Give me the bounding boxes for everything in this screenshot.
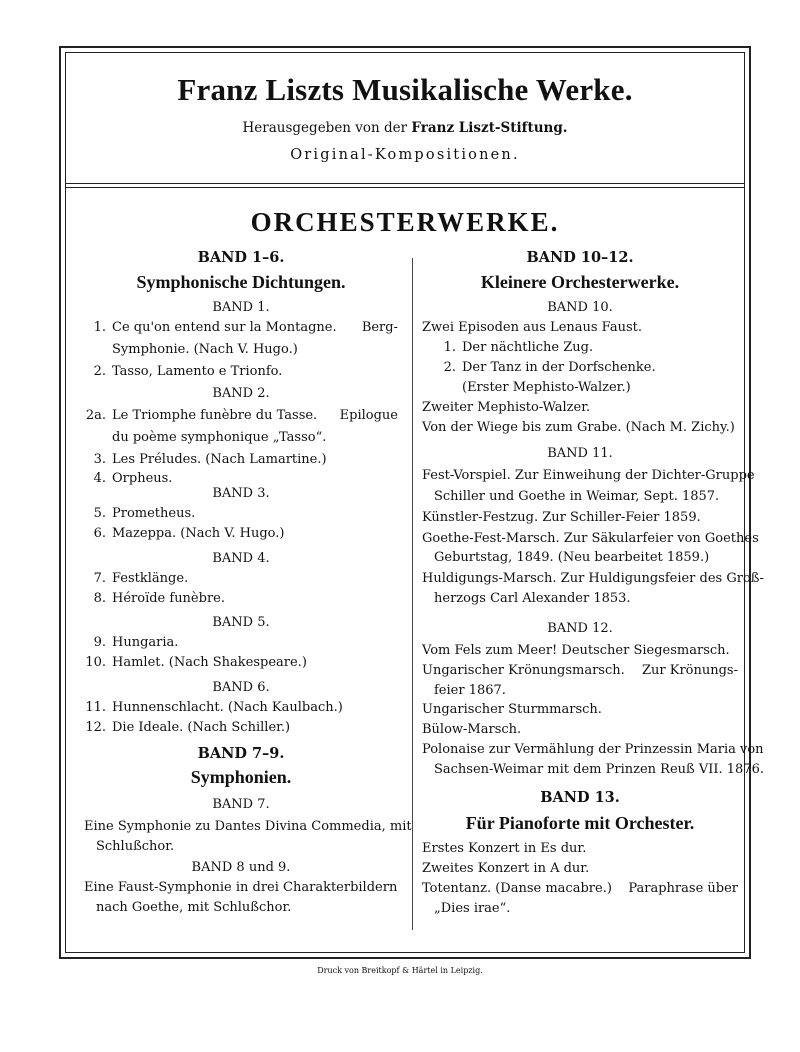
band-heading: BAND 1. [212, 300, 270, 315]
printer-imprint: Druck von Breitkopf & Härtel in Leipzig. [317, 966, 483, 975]
publisher-prefix: Herausgegeben von der [242, 120, 408, 136]
item-continuation: Symphonie. (Nach V. Hugo.) [112, 342, 298, 357]
item-number: 3. [93, 452, 106, 467]
item-number: 1. [443, 340, 456, 355]
list-item [422, 359, 738, 377]
item-number: 2. [93, 364, 106, 379]
item-continuation: du poème symphonique „Tasso“. [112, 430, 327, 445]
item-continuation: nach Goethe, mit Schlußchor. [96, 900, 292, 915]
list-item: Goethe-Fest-Marsch. Zur Säkularfeier von Goethes [422, 531, 759, 546]
item-text: Der Tanz in der Dorfschenke. [462, 360, 656, 375]
list-item [84, 363, 398, 381]
group-title: Für Pianoforte mit Orchester. [465, 813, 695, 833]
list-item [84, 525, 398, 543]
list-item [422, 339, 738, 357]
item-number: 8. [93, 591, 106, 606]
publisher-line [65, 120, 745, 136]
list-item [422, 662, 738, 680]
item-number: 9. [93, 635, 106, 650]
group-title: Symphonische Dichtungen. [136, 272, 346, 292]
item-continuation: Sachsen-Weimar mit dem Prinzen Reuß VII. 1876. [434, 762, 764, 777]
group-title: Kleinere Orchesterwerke. [480, 272, 680, 292]
item-text: Tasso, Lamento e Trionfo. [112, 364, 283, 379]
item-number: 4. [93, 471, 106, 486]
item-text: Hunnenschlacht. (Nach Kaulbach.) [112, 700, 343, 715]
band-heading: BAND 4. [212, 551, 270, 566]
list-item: Eine Faust-Symphonie in drei Charakterbildern [84, 880, 398, 895]
list-item: Zweiter Mephisto-Walzer. [422, 400, 591, 415]
list-item [84, 654, 398, 672]
list-item [84, 719, 398, 737]
divider-top-2 [65, 187, 745, 188]
item-number: 12. [85, 720, 106, 735]
item-continuation: (Erster Mephisto-Walzer.) [462, 380, 631, 395]
list-item [422, 880, 738, 898]
collection-subtitle: Original-Kompositionen. [290, 147, 520, 163]
publisher-name: Franz Liszt-Stiftung. [411, 120, 568, 136]
list-item [84, 634, 398, 652]
section-title: ORCHESTERWERKE. [250, 207, 560, 237]
list-item: Huldigungs-Marsch. Zur Huldigungsfeier des Groß- [422, 571, 764, 586]
list-item [84, 319, 398, 337]
item-number: 7. [93, 571, 106, 586]
item-continuation: herzogs Carl Alexander 1853. [434, 591, 631, 606]
item-text: Paraphrase über [628, 881, 738, 896]
item-text: Prometheus. [112, 506, 196, 521]
list-item [84, 699, 398, 717]
item-number: 11. [85, 700, 106, 715]
list-item: Eine Symphonie zu Dantes Divina Commedia, mit [84, 819, 412, 834]
item-number: 2a. [85, 408, 106, 423]
group-heading: BAND 7–9. [197, 745, 285, 762]
list-item [84, 505, 398, 523]
item-text: Héroïde funèbre. [112, 591, 225, 606]
item-text: Orpheus. [112, 471, 173, 486]
page-title: Franz Liszts Musikalische Werke. [177, 72, 633, 107]
group-heading: BAND 1–6. [197, 249, 285, 266]
item-text: Mazeppa. (Nach V. Hugo.) [112, 526, 285, 541]
list-item: Fest-Vorspiel. Zur Einweihung der Dichter-Gruppe [422, 468, 755, 483]
item-continuation: Geburtstag, 1849. (Neu bearbeitet 1859.) [434, 550, 710, 565]
item-number: 2. [443, 360, 456, 375]
band-heading: BAND 8 und 9. [191, 860, 291, 875]
item-continuation: feier 1867. [434, 683, 506, 698]
group-heading: BAND 10–12. [526, 249, 634, 266]
item-continuation: Schlußchor. [96, 839, 175, 854]
item-text: Les Préludes. (Nach Lamartine.) [112, 452, 327, 467]
list-item: Erstes Konzert in Es dur. [422, 841, 587, 856]
list-item: Von der Wiege bis zum Grabe. (Nach M. Zichy.) [422, 420, 735, 435]
band-heading: BAND 12. [547, 621, 613, 636]
band-heading: BAND 3. [212, 486, 270, 501]
item-text: Ce qu'on entend sur la Montagne. [112, 320, 337, 335]
item-text: Hamlet. (Nach Shakespeare.) [112, 655, 307, 670]
item-text: Die Ideale. (Nach Schiller.) [112, 720, 291, 735]
item-number: 10. [85, 655, 106, 670]
item-number: 5. [93, 506, 106, 521]
list-item [84, 590, 398, 608]
item-text: Hungaria. [112, 635, 179, 650]
list-item: Vom Fels zum Meer! Deutscher Siegesmarsch. [422, 643, 730, 658]
list-item: Bülow-Marsch. [422, 722, 522, 737]
band-heading: BAND 7. [212, 797, 270, 812]
item-text: Der nächtliche Zug. [462, 340, 594, 355]
item-text: Festklänge. [112, 571, 189, 586]
list-item: Zweites Konzert in A dur. [422, 861, 590, 876]
list-item [84, 570, 398, 588]
column-divider [412, 258, 413, 930]
item-number: 1. [93, 320, 106, 335]
group-title: Symphonien. [190, 767, 292, 787]
list-item: Zwei Episoden aus Lenaus Faust. [422, 320, 642, 335]
list-item [84, 451, 398, 469]
band-heading: BAND 6. [212, 680, 270, 695]
list-item: Polonaise zur Vermählung der Prinzessin Maria von [422, 742, 764, 757]
list-item: Künstler-Festzug. Zur Schiller-Feier 1859. [422, 510, 701, 525]
item-text: Zur Krönungs- [641, 663, 738, 678]
divider-top [65, 183, 745, 184]
item-text: Ungarischer Krönungsmarsch. [422, 663, 625, 678]
band-heading: BAND 11. [547, 446, 613, 461]
item-text: Epilogue [339, 408, 398, 423]
band-heading: BAND 10. [547, 300, 613, 315]
band-heading: BAND 2. [212, 386, 270, 401]
item-text: Totentanz. (Danse macabre.) [422, 881, 612, 896]
item-continuation: „Dies irae“. [434, 901, 511, 916]
list-item: Ungarischer Sturmmarsch. [422, 702, 602, 717]
item-text: Berg- [361, 320, 398, 335]
item-text: Le Triomphe funèbre du Tasse. [112, 408, 318, 423]
list-item [84, 407, 398, 425]
group-heading: BAND 13. [540, 789, 620, 806]
band-heading: BAND 5. [212, 615, 270, 630]
item-number: 6. [93, 526, 106, 541]
item-continuation: Schiller und Goethe in Weimar, Sept. 1857. [434, 489, 720, 504]
